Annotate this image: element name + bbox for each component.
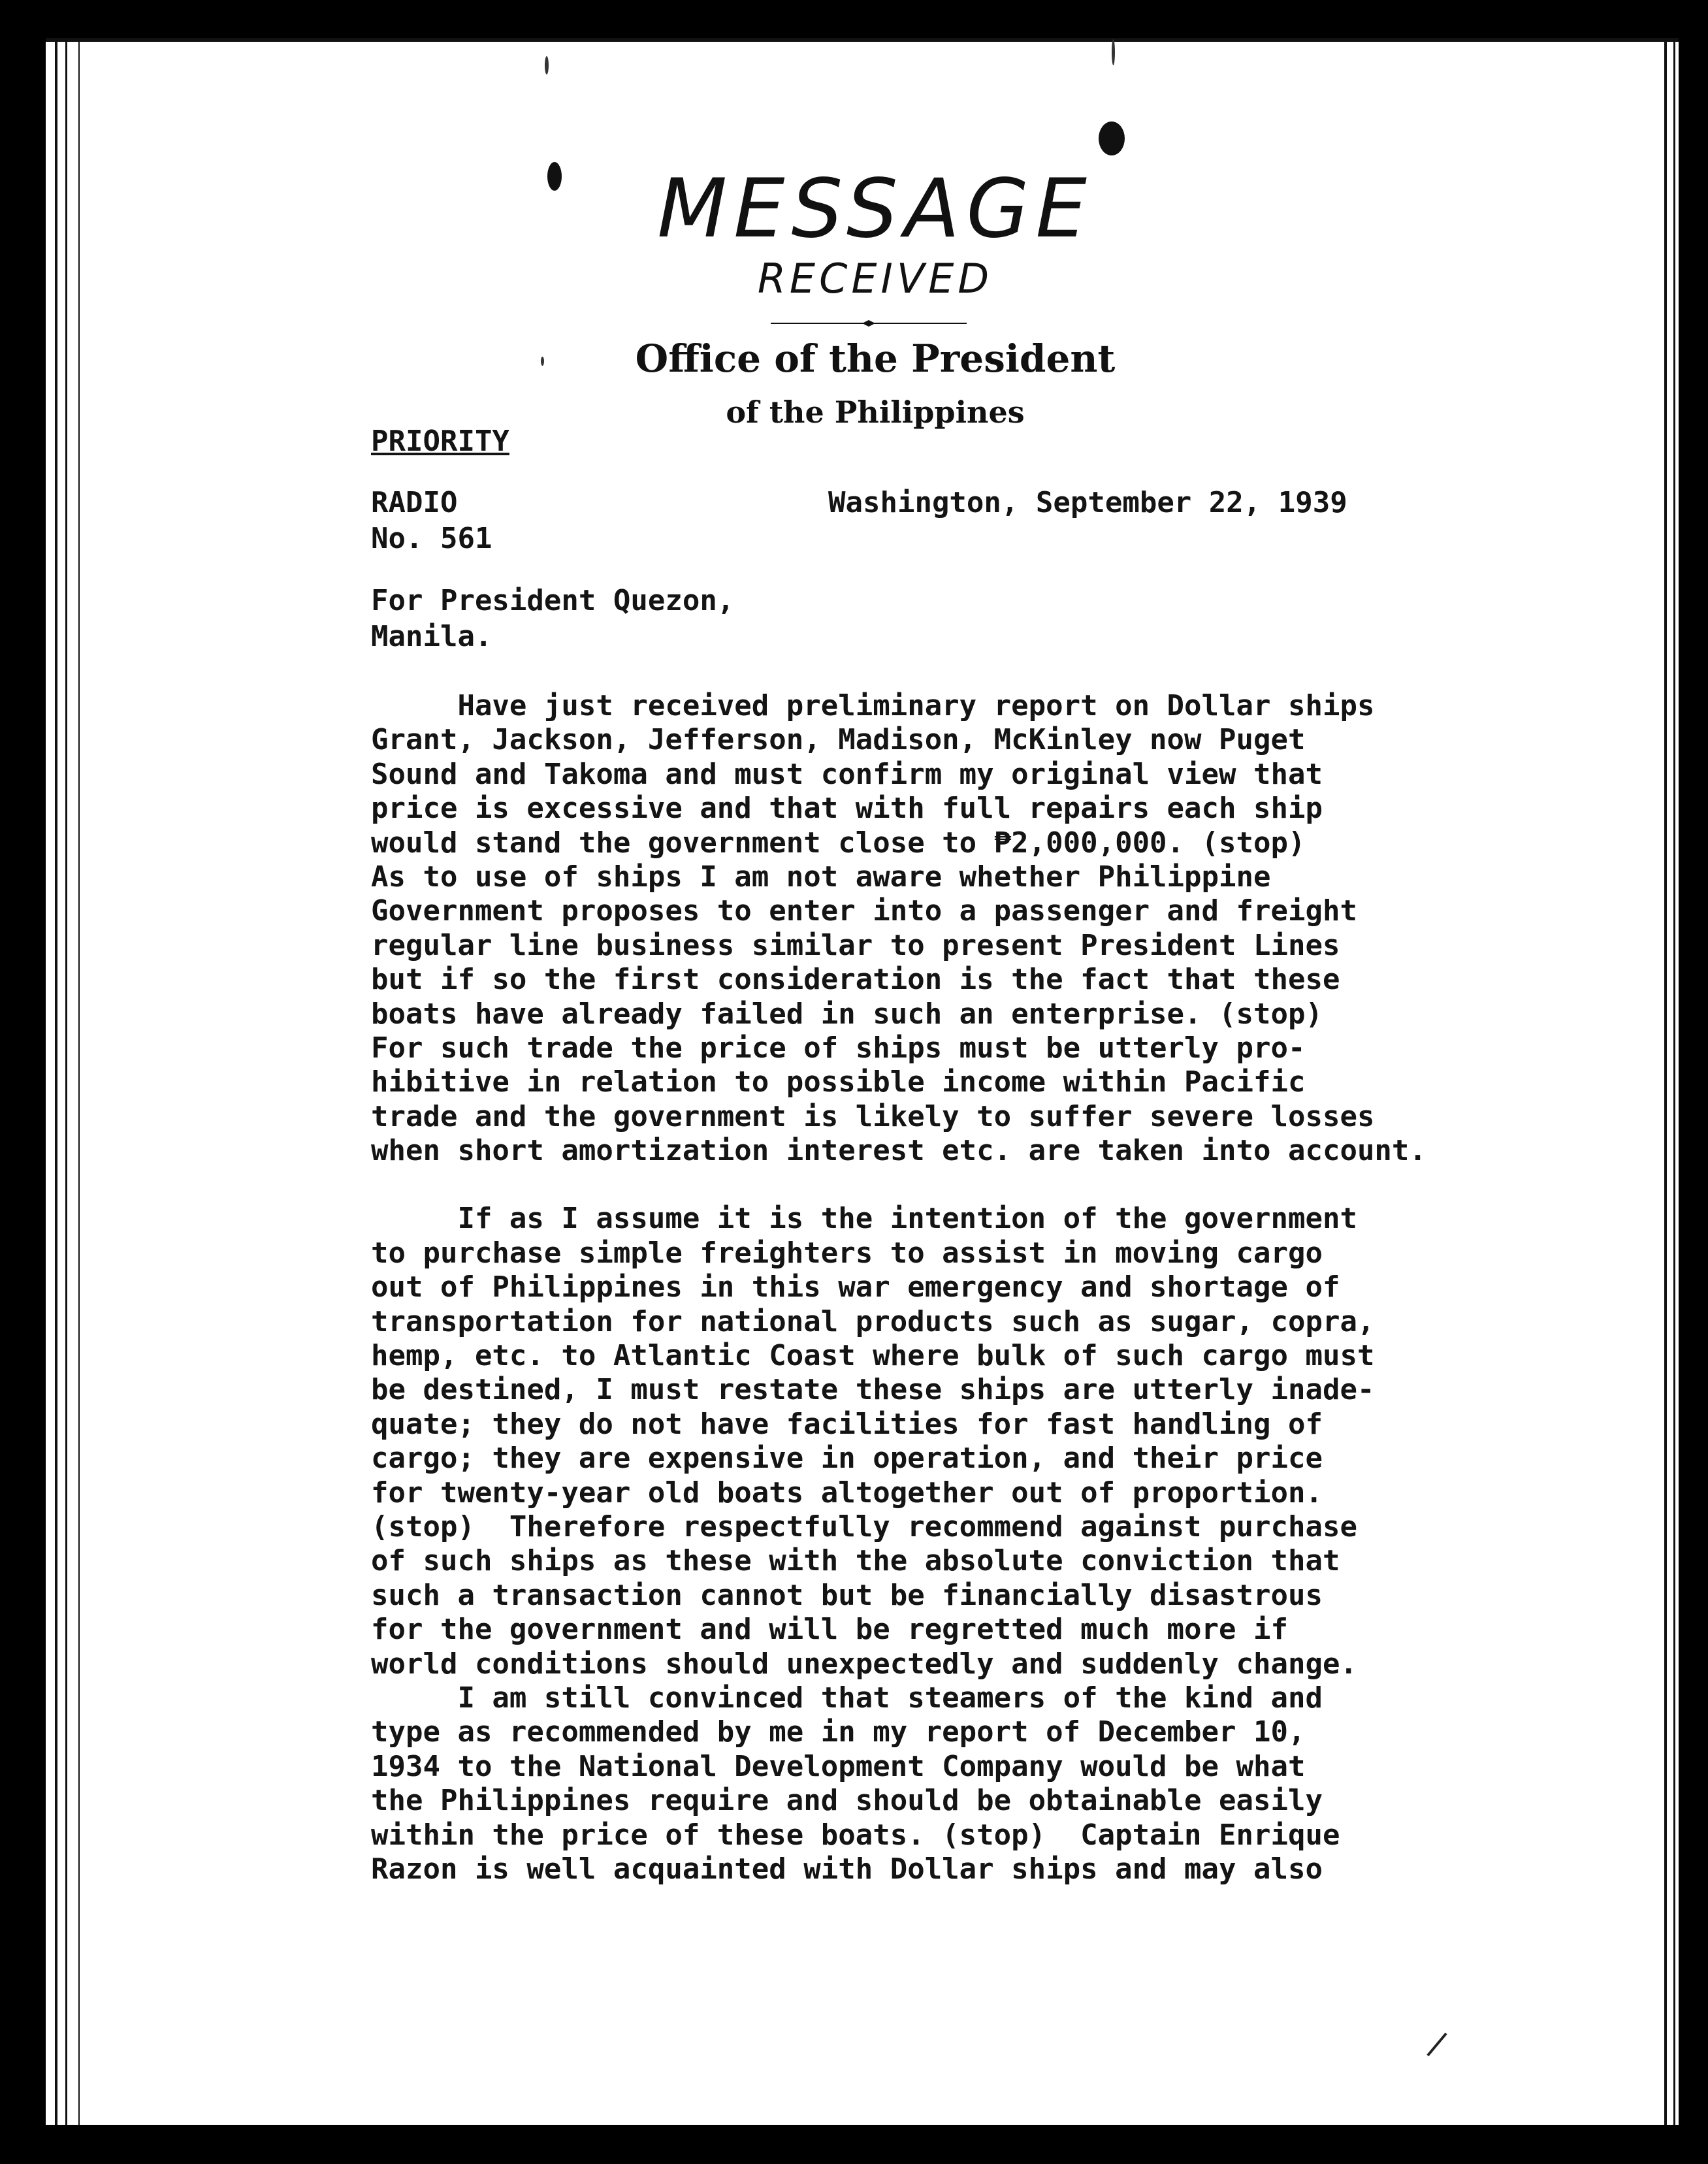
page-edge-right: [1664, 38, 1667, 2125]
body-line: 1934 to the National Development Company would be what: [371, 1749, 1306, 1783]
paragraph-2: [371, 1202, 1426, 1681]
body-line: cargo; they are expensive in operation, and their price: [371, 1442, 1323, 1476]
page-edge-left: [55, 38, 57, 2125]
body-line: I am still convinced that steamers of the kind and: [371, 1681, 1323, 1715]
letterhead-office: Office of the President: [635, 336, 1116, 381]
body-line: price is excessive and that with full repairs each ship: [371, 792, 1323, 826]
paragraph-3: [371, 1681, 1426, 1886]
body-line: but if so the first consideration is the fact that these: [371, 963, 1340, 997]
letterhead-country: of the Philippines: [726, 395, 1025, 430]
body-line: within the price of these boats. (stop) Captain Enrique: [371, 1818, 1340, 1852]
body-line: such a transaction cannot but be financially disastrous: [371, 1578, 1323, 1612]
body-line: when short amortization interest etc. are taken into account.: [371, 1134, 1426, 1168]
body-line: be destined, I must restate these ships are utterly inade-: [371, 1373, 1375, 1407]
ornament-divider-icon: [771, 320, 967, 327]
body-line: out of Philippines in this war emergency and shortage of: [371, 1270, 1340, 1304]
body-line: to purchase simple freighters to assist in moving cargo: [371, 1236, 1323, 1270]
message-number: No. 561: [371, 522, 492, 555]
body-line: the Philippines require and should be obtainable easily: [371, 1784, 1323, 1818]
page-edge-left: [78, 38, 80, 2125]
paragraph-gap: [371, 1168, 1426, 1202]
place-date: Washington, September 22, 1939: [828, 486, 1347, 519]
body-line: world conditions should unexpectedly and suddenly change.: [371, 1647, 1357, 1681]
message-body: [371, 689, 1426, 1886]
body-line: hemp, etc. to Atlantic Coast where bulk of such cargo must: [371, 1339, 1375, 1373]
paragraph-1: [371, 689, 1426, 1168]
body-line: Grant, Jackson, Jefferson, Madison, McKinley now Puget: [371, 723, 1306, 757]
body-line: type as recommended by me in my report of December 10,: [371, 1715, 1306, 1749]
body-line: for the government and will be regretted much more if: [371, 1613, 1288, 1647]
body-line: Razon is well acquainted with Dollar ships and may also: [371, 1852, 1323, 1886]
punch-hole-mark: [1099, 121, 1125, 155]
page-edge-top: [46, 38, 1679, 42]
body-line: would stand the government close to ₱2,000,000. (stop): [371, 826, 1306, 860]
letterhead-subtitle: RECEIVED: [757, 255, 993, 302]
staple-mark: [1112, 39, 1115, 65]
body-line: hibitive in relation to possible income within Pacific: [371, 1065, 1306, 1099]
document-page: [46, 38, 1679, 2125]
priority-label: PRIORITY: [371, 425, 509, 458]
body-line: regular line business similar to present President Lines: [371, 928, 1340, 962]
letterhead-title: MESSAGE: [657, 162, 1093, 256]
body-line: of such ships as these with the absolute conviction that: [371, 1544, 1340, 1578]
body-line: quate; they do not have facilities for fast handling of: [371, 1407, 1323, 1441]
page-edge-right: [1673, 38, 1675, 2125]
body-line: As to use of ships I am not aware whether Philippine: [371, 860, 1271, 894]
addressee-city: Manila.: [371, 620, 492, 653]
ink-speck: [541, 357, 544, 366]
body-line: Sound and Takoma and must confirm my original view that: [371, 757, 1323, 791]
body-line: boats have already failed in such an enterprise. (stop): [371, 997, 1323, 1031]
radio-label: RADIO: [371, 486, 458, 519]
body-line: (stop) Therefore respectfully recommend against purchase: [371, 1510, 1357, 1543]
body-line: trade and the government is likely to suffer severe losses: [371, 1099, 1375, 1133]
addressee: For President Quezon,: [371, 584, 735, 617]
body-line: transportation for national products such as sugar, copra,: [371, 1304, 1375, 1338]
body-line: Government proposes to enter into a passenger and freight: [371, 894, 1357, 928]
body-line: Have just received preliminary report on Dollar ships: [371, 689, 1375, 722]
body-line: for twenty-year old boats altogether out of proportion.: [371, 1476, 1323, 1510]
pencil-tick-mark: [1426, 2033, 1447, 2056]
staple-mark: [545, 56, 549, 74]
body-line: If as I assume it is the intention of the government: [371, 1202, 1357, 1236]
body-line: For such trade the price of ships must be utterly pro-: [371, 1031, 1306, 1065]
page-edge-left: [65, 38, 67, 2125]
